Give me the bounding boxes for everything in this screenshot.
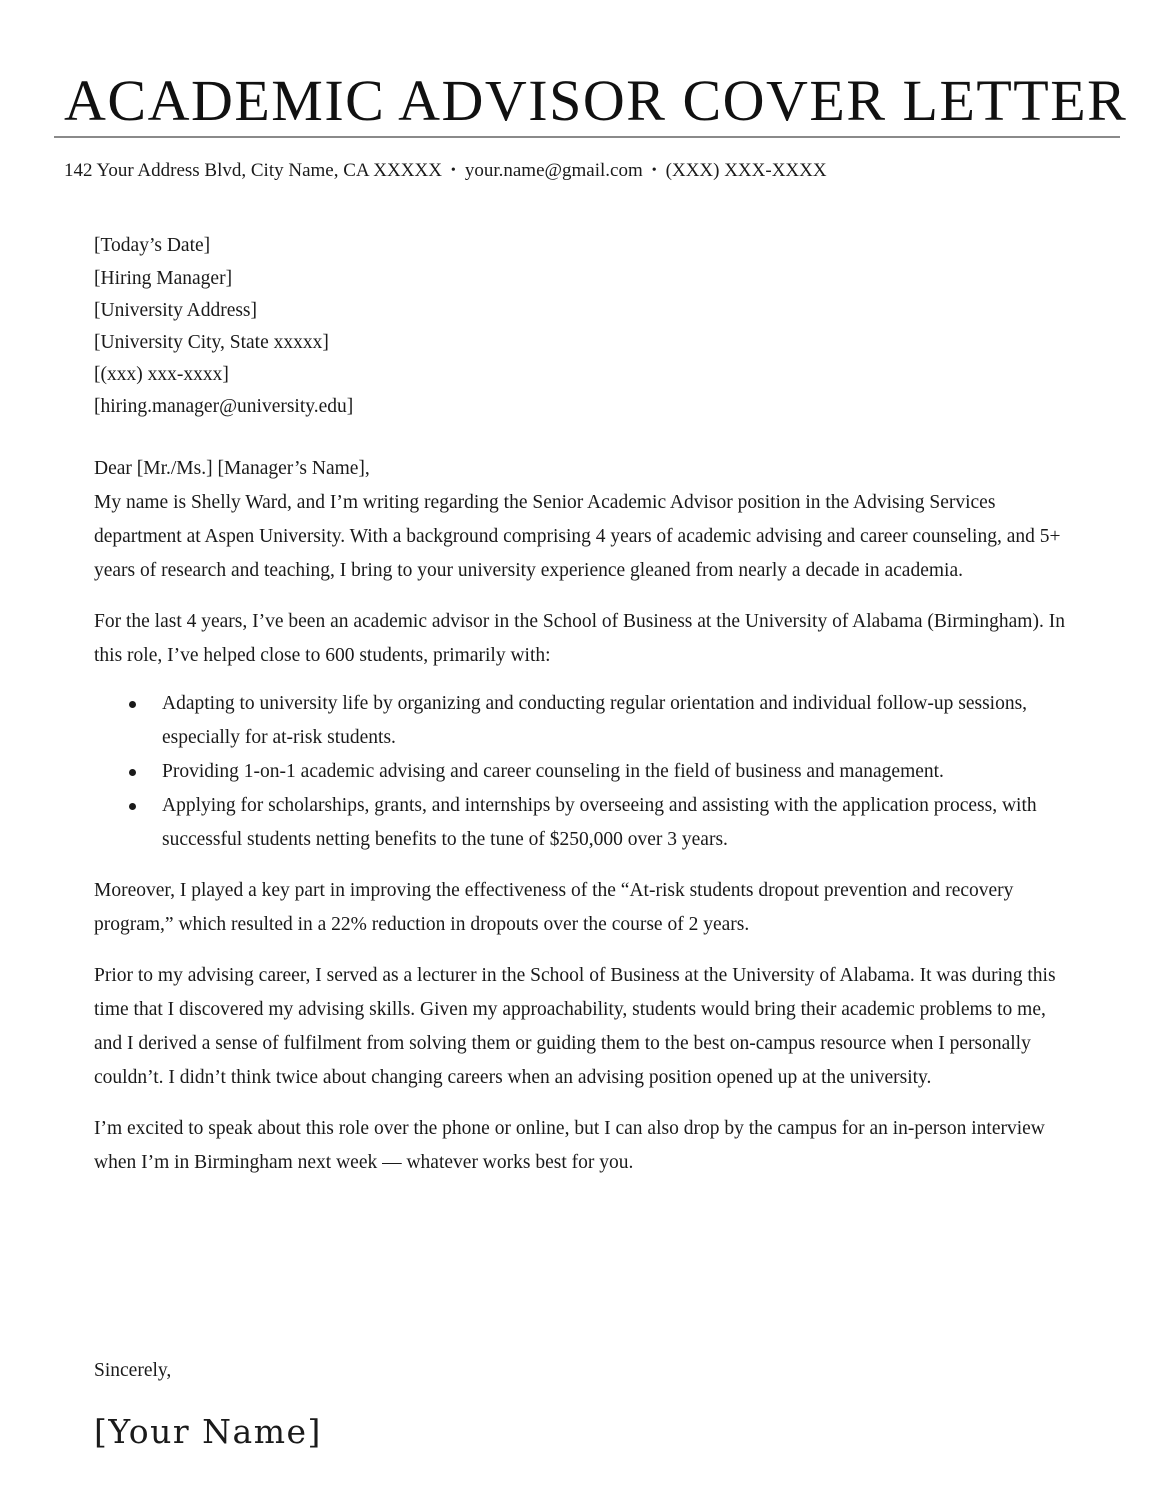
recipient-city-state: [University City, State xxxxx] [94,332,329,353]
recipient-block [94,263,1074,423]
letter-date: [Today’s Date] [94,235,211,256]
paragraph-program: Moreover, I played a key part in improving the effectiveness of the “At-risk students dropout prevention and recovery program,” which resulted in a 22% reduction in dropouts over the course of 2 years. [94,880,1014,935]
document-title: ACADEMIC ADVISOR COVER LETTER [64,68,1128,133]
recipient-name: [Hiring Manager] [94,268,233,289]
paragraph-intro: My name is Shelly Ward, and I’m writing regarding the Senior Academic Advisor position in the Advising Services department at Aspen University. With a background comprising 4 years of academic advising and career counseling, and 5+ years of research and teaching, I bring to your university experience gleaned from nearly a decade in academia. [94,492,1061,581]
contact-address: 142 Your Address Blvd, City Name, CA XXXXX [64,160,442,181]
closing: Sincerely, [94,1360,172,1381]
salutation: Dear [Mr./Ms.] [Manager’s Name], [94,458,370,479]
list-item-text: Providing 1-on-1 academic advising and career counseling in the field of business and management. [162,761,944,782]
bullet-icon [129,701,136,708]
list-item [162,687,1074,755]
signature-name: [Your Name] [94,1412,322,1451]
title-divider [54,136,1120,138]
list-item [162,789,1074,857]
list-item [162,755,1074,789]
letter-body [94,229,1074,1197]
bullet-icon [129,803,136,810]
bullet-separator-icon: • [651,163,657,178]
list-item-text: Applying for scholarships, grants, and internships by overseeing and assisting with the application process, with successful students netting benefits to the tune of $250,000 over 3 years. [162,795,1037,850]
recipient-email: [hiring.manager@university.edu] [94,396,354,417]
contact-line [64,158,827,184]
achievements-list [94,687,1074,857]
recipient-address: [University Address] [94,300,258,321]
paragraph-call-to-action: I’m excited to speak about this role over the phone or online, but I can also drop by the campus for an in-person interview when I’m in Birmingham next week — whatever works best for you. [94,1118,1045,1173]
recipient-phone: [(xxx) xxx-xxxx] [94,364,229,385]
contact-email: your.name@gmail.com [464,160,643,181]
bullet-separator-icon: • [450,163,456,178]
paragraph-experience: For the last 4 years, I’ve been an academic advisor in the School of Business at the University of Alabama (Birmingham). In this role, I’ve helped close to 600 students, primarily with: [94,611,1065,666]
bullet-icon [129,769,136,776]
list-item-text: Adapting to university life by organizing and conducting regular orientation and individual follow-up sessions, especially for at-risk students. [162,693,1028,748]
contact-phone: (XXX) XXX-XXXX [665,160,827,181]
paragraph-background: Prior to my advising career, I served as a lecturer in the School of Business at the University of Alabama. It was during this time that I discovered my advising skills. Given my approachability, students would bring their academic problems to me, and I derived a sense of fulfilment from solving them or guiding them to the best on-campus resource when I personally couldn’t. I didn’t think twice about changing careers when an advising position opened up at the university. [94,965,1056,1088]
